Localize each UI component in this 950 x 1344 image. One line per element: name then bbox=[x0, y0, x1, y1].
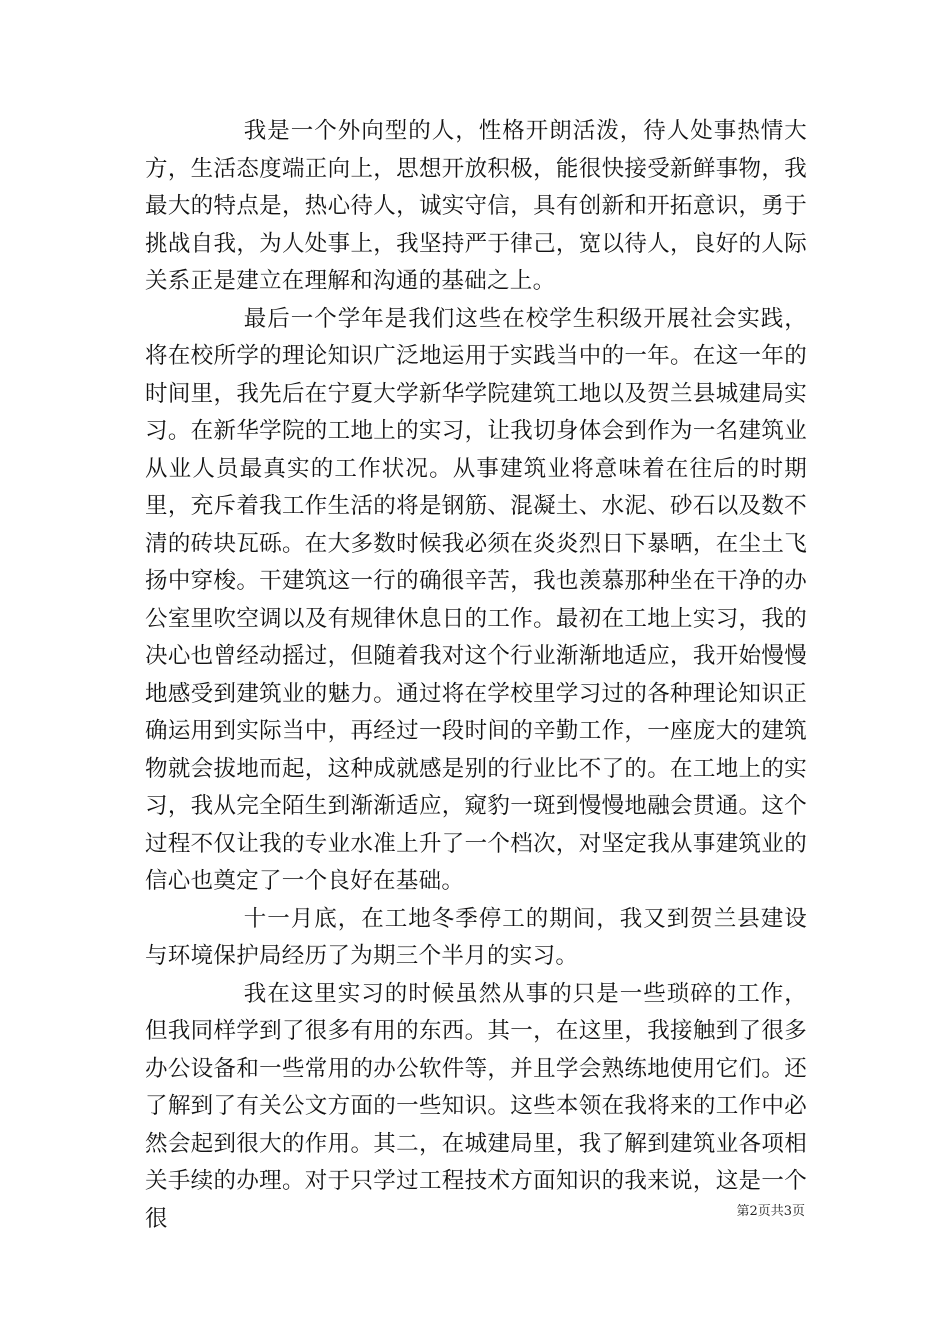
paragraph-4 bbox=[145, 976, 807, 1239]
paragraph-1 bbox=[145, 113, 807, 301]
paragraph-3-text: 十一月底，在工地冬季停工的期间，我又到贺兰县建设与环境保护局经历了为期三个半月的实习。 bbox=[145, 905, 807, 969]
paragraph-4-text: 我在这里实习的时候虽然从事的只是一些琐碎的工作，但我同样学到了很多有用的东西。其一，在这里，我接触到了很多办公设备和一些常用的办公软件等，并且学会熟练地使用它们。还了解到了有关公文方面的一些知识。这些本领在我将来的工作中必然会起到很大的作用。其二，在城建局里，我了解到建筑业各项相关手续的办理。对于只学过工程技术方面知识的我来说，这是一个很 bbox=[145, 980, 807, 1232]
paragraph-3 bbox=[145, 901, 807, 976]
paragraph-2-text: 最后一个学年是我们这些在校学生积级开展社会实践，将在校所学的理论知识广泛地运用于实践当中的一年。在这一年的时间里，我先后在宁夏大学新华学院建筑工地以及贺兰县城建局实习。在新华学院的工地上的实习，让我切身体会到作为一名建筑业从业人员最真实的工作状况。从事建筑业将意味着在往后的时期里，充斥着我工作生活的将是钢筋、混凝土、水泥、砂石以及数不清的砖块瓦砾。在大多数时候我必须在炎炎烈日下暴晒，在尘土飞扬中穿梭。干建筑这一行的确很辛苦，我也羡慕那种坐在干净的办公室里吹空调以及有规律休息日的工作。最初在工地上实习，我的决心也曾经动摇过，但随着我对这个行业渐渐地适应，我开始慢慢地感受到建筑业的魅力。通过将在学校里学习过的各种理论知识正确运用到实际当中，再经过一段时间的辛勤工作，一座庞大的建筑物就会拔地而起，这种成就感是别的行业比不了的。在工地上的实习，我从完全陌生到渐渐适应，窥豹一斑到慢慢地融会贯通。这个过程不仅让我的专业水准上升了一个档次，对坚定我从事建筑业的信心也奠定了一个良好在基础。 bbox=[145, 305, 807, 894]
document-body bbox=[145, 113, 807, 1238]
paragraph-2 bbox=[145, 301, 807, 901]
page-number-footer: 第2页共3页 bbox=[736, 1204, 805, 1219]
paragraph-1-text: 我是一个外向型的人，性格开朗活泼，待人处事热情大方，生活态度端正向上，思想开放积极，能很快接受新鲜事物，我最大的特点是，热心待人，诚实守信，具有创新和开拓意识，勇于挑战自我，为人处事上，我坚持严于律己，宽以待人，良好的人际关系正是建立在理解和沟通的基础之上。 bbox=[145, 118, 807, 294]
